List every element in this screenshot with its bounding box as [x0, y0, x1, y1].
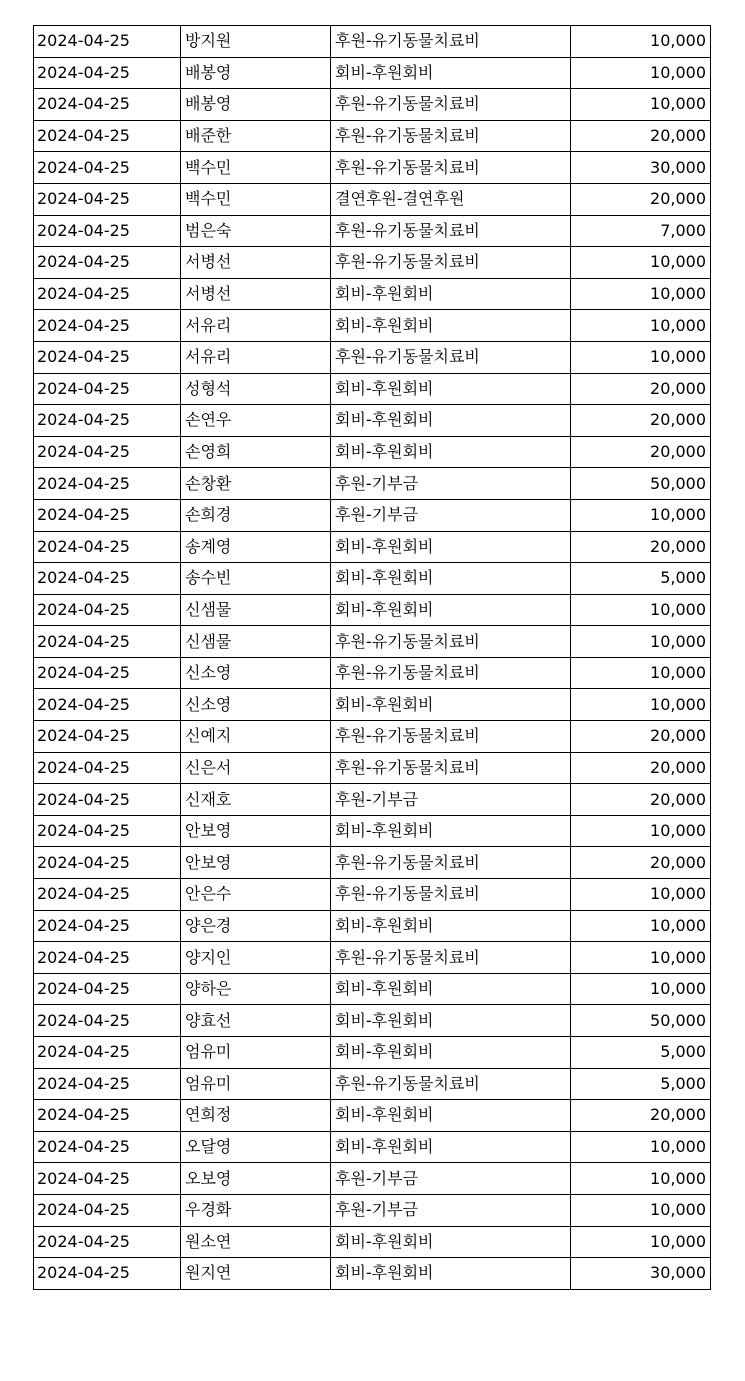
cell-amount: 10,000	[571, 278, 711, 310]
cell-category: 회비-후원회비	[331, 278, 571, 310]
cell-amount: 10,000	[571, 626, 711, 658]
cell-donor-name: 송계영	[181, 531, 331, 563]
cell-date: 2024-04-25	[34, 910, 181, 942]
cell-amount: 20,000	[571, 436, 711, 468]
cell-donor-name: 배봉영	[181, 57, 331, 89]
cell-category: 회비-후원회비	[331, 405, 571, 437]
cell-donor-name: 범은숙	[181, 215, 331, 247]
table-row	[34, 1037, 711, 1069]
table-row	[34, 468, 711, 500]
cell-donor-name: 안보영	[181, 847, 331, 879]
cell-amount: 5,000	[571, 1037, 711, 1069]
cell-donor-name: 엄유미	[181, 1068, 331, 1100]
cell-category: 회비-후원회비	[331, 531, 571, 563]
cell-amount: 50,000	[571, 1005, 711, 1037]
cell-donor-name: 신샘물	[181, 594, 331, 626]
cell-category: 후원-기부금	[331, 499, 571, 531]
cell-amount: 7,000	[571, 215, 711, 247]
cell-donor-name: 손영희	[181, 436, 331, 468]
cell-category: 후원-유기동물치료비	[331, 847, 571, 879]
cell-donor-name: 엄유미	[181, 1037, 331, 1069]
cell-amount: 20,000	[571, 752, 711, 784]
table-row	[34, 942, 711, 974]
table-row	[34, 721, 711, 753]
table-row	[34, 405, 711, 437]
cell-category: 회비-후원회비	[331, 594, 571, 626]
cell-date: 2024-04-25	[34, 405, 181, 437]
cell-date: 2024-04-25	[34, 120, 181, 152]
cell-amount: 10,000	[571, 910, 711, 942]
cell-donor-name: 연희정	[181, 1100, 331, 1132]
cell-donor-name: 손연우	[181, 405, 331, 437]
cell-category: 회비-후원회비	[331, 57, 571, 89]
cell-date: 2024-04-25	[34, 1194, 181, 1226]
cell-donor-name: 손창환	[181, 468, 331, 500]
table-row	[34, 657, 711, 689]
table-row	[34, 57, 711, 89]
table-row	[34, 26, 711, 58]
cell-amount: 20,000	[571, 847, 711, 879]
cell-donor-name: 서유리	[181, 341, 331, 373]
table-row	[34, 247, 711, 279]
cell-date: 2024-04-25	[34, 563, 181, 595]
cell-amount: 20,000	[571, 531, 711, 563]
cell-donor-name: 원지연	[181, 1258, 331, 1290]
cell-amount: 20,000	[571, 405, 711, 437]
cell-amount: 20,000	[571, 373, 711, 405]
cell-category: 회비-후원회비	[331, 1258, 571, 1290]
cell-donor-name: 손희경	[181, 499, 331, 531]
cell-amount: 20,000	[571, 120, 711, 152]
cell-date: 2024-04-25	[34, 373, 181, 405]
table-row	[34, 879, 711, 911]
cell-category: 후원-유기동물치료비	[331, 341, 571, 373]
cell-amount: 10,000	[571, 1131, 711, 1163]
cell-amount: 10,000	[571, 1194, 711, 1226]
cell-date: 2024-04-25	[34, 310, 181, 342]
table-row	[34, 278, 711, 310]
cell-category: 회비-후원회비	[331, 373, 571, 405]
table-row	[34, 689, 711, 721]
cell-category: 후원-유기동물치료비	[331, 152, 571, 184]
cell-amount: 10,000	[571, 499, 711, 531]
cell-donor-name: 송수빈	[181, 563, 331, 595]
cell-amount: 20,000	[571, 784, 711, 816]
cell-category: 후원-유기동물치료비	[331, 879, 571, 911]
cell-date: 2024-04-25	[34, 942, 181, 974]
cell-amount: 10,000	[571, 89, 711, 121]
cell-date: 2024-04-25	[34, 1037, 181, 1069]
cell-category: 후원-유기동물치료비	[331, 721, 571, 753]
cell-category: 회비-후원회비	[331, 689, 571, 721]
cell-category: 회비-후원회비	[331, 436, 571, 468]
cell-category: 후원-유기동물치료비	[331, 1068, 571, 1100]
cell-date: 2024-04-25	[34, 626, 181, 658]
cell-category: 후원-유기동물치료비	[331, 752, 571, 784]
cell-date: 2024-04-25	[34, 657, 181, 689]
cell-donor-name: 서유리	[181, 310, 331, 342]
table-row	[34, 215, 711, 247]
cell-donor-name: 백수민	[181, 183, 331, 215]
cell-amount: 20,000	[571, 721, 711, 753]
cell-amount: 10,000	[571, 341, 711, 373]
cell-category: 후원-유기동물치료비	[331, 942, 571, 974]
cell-donor-name: 방지원	[181, 26, 331, 58]
cell-amount: 10,000	[571, 1163, 711, 1195]
cell-category: 후원-유기동물치료비	[331, 247, 571, 279]
cell-date: 2024-04-25	[34, 879, 181, 911]
cell-category: 회비-후원회비	[331, 1226, 571, 1258]
cell-donor-name: 양지인	[181, 942, 331, 974]
cell-donor-name: 양은경	[181, 910, 331, 942]
cell-category: 후원-기부금	[331, 1194, 571, 1226]
cell-category: 후원-유기동물치료비	[331, 626, 571, 658]
cell-date: 2024-04-25	[34, 26, 181, 58]
cell-amount: 50,000	[571, 468, 711, 500]
cell-amount: 10,000	[571, 26, 711, 58]
cell-date: 2024-04-25	[34, 152, 181, 184]
cell-date: 2024-04-25	[34, 215, 181, 247]
table-row	[34, 120, 711, 152]
cell-date: 2024-04-25	[34, 721, 181, 753]
cell-date: 2024-04-25	[34, 341, 181, 373]
cell-amount: 30,000	[571, 152, 711, 184]
cell-donor-name: 배준한	[181, 120, 331, 152]
cell-category: 회비-후원회비	[331, 815, 571, 847]
table-row	[34, 973, 711, 1005]
cell-category: 회비-후원회비	[331, 1005, 571, 1037]
table-row	[34, 847, 711, 879]
cell-amount: 10,000	[571, 942, 711, 974]
cell-donor-name: 오보영	[181, 1163, 331, 1195]
cell-category: 회비-후원회비	[331, 973, 571, 1005]
cell-category: 결연후원-결연후원	[331, 183, 571, 215]
cell-date: 2024-04-25	[34, 784, 181, 816]
cell-amount: 10,000	[571, 247, 711, 279]
cell-donor-name: 양효선	[181, 1005, 331, 1037]
cell-donor-name: 신소영	[181, 657, 331, 689]
table-row	[34, 1258, 711, 1290]
cell-donor-name: 안은수	[181, 879, 331, 911]
cell-amount: 30,000	[571, 1258, 711, 1290]
cell-date: 2024-04-25	[34, 499, 181, 531]
donation-ledger-table	[33, 25, 711, 1290]
cell-donor-name: 오달영	[181, 1131, 331, 1163]
cell-donor-name: 신재호	[181, 784, 331, 816]
table-row	[34, 910, 711, 942]
cell-date: 2024-04-25	[34, 1100, 181, 1132]
cell-donor-name: 서병선	[181, 278, 331, 310]
cell-date: 2024-04-25	[34, 1226, 181, 1258]
cell-date: 2024-04-25	[34, 89, 181, 121]
cell-amount: 10,000	[571, 1226, 711, 1258]
cell-category: 후원-유기동물치료비	[331, 657, 571, 689]
cell-date: 2024-04-25	[34, 1131, 181, 1163]
cell-date: 2024-04-25	[34, 1163, 181, 1195]
table-row	[34, 89, 711, 121]
table-row	[34, 531, 711, 563]
cell-amount: 10,000	[571, 657, 711, 689]
cell-amount: 10,000	[571, 815, 711, 847]
ledger-body	[34, 26, 711, 1290]
cell-amount: 5,000	[571, 563, 711, 595]
cell-category: 회비-후원회비	[331, 1100, 571, 1132]
cell-category: 후원-기부금	[331, 468, 571, 500]
cell-category: 회비-후원회비	[331, 563, 571, 595]
cell-amount: 10,000	[571, 57, 711, 89]
table-row	[34, 1194, 711, 1226]
cell-donor-name: 서병선	[181, 247, 331, 279]
cell-amount: 10,000	[571, 689, 711, 721]
cell-donor-name: 신샘물	[181, 626, 331, 658]
cell-donor-name: 백수민	[181, 152, 331, 184]
cell-category: 후원-유기동물치료비	[331, 120, 571, 152]
table-row	[34, 752, 711, 784]
cell-date: 2024-04-25	[34, 57, 181, 89]
cell-amount: 10,000	[571, 594, 711, 626]
cell-donor-name: 양하은	[181, 973, 331, 1005]
cell-date: 2024-04-25	[34, 278, 181, 310]
cell-category: 후원-기부금	[331, 784, 571, 816]
table-row	[34, 152, 711, 184]
cell-date: 2024-04-25	[34, 247, 181, 279]
cell-date: 2024-04-25	[34, 815, 181, 847]
cell-category: 후원-기부금	[331, 1163, 571, 1195]
cell-amount: 10,000	[571, 973, 711, 1005]
cell-category: 후원-유기동물치료비	[331, 215, 571, 247]
cell-date: 2024-04-25	[34, 1005, 181, 1037]
cell-donor-name: 신은서	[181, 752, 331, 784]
cell-category: 회비-후원회비	[331, 1037, 571, 1069]
table-row	[34, 373, 711, 405]
cell-donor-name: 신소영	[181, 689, 331, 721]
cell-donor-name: 배봉영	[181, 89, 331, 121]
cell-donor-name: 신예지	[181, 721, 331, 753]
cell-amount: 20,000	[571, 1100, 711, 1132]
cell-date: 2024-04-25	[34, 1258, 181, 1290]
cell-category: 후원-유기동물치료비	[331, 89, 571, 121]
table-row	[34, 436, 711, 468]
table-row	[34, 784, 711, 816]
table-row	[34, 1100, 711, 1132]
cell-date: 2024-04-25	[34, 1068, 181, 1100]
table-row	[34, 594, 711, 626]
cell-category: 후원-유기동물치료비	[331, 26, 571, 58]
cell-donor-name: 성형석	[181, 373, 331, 405]
cell-date: 2024-04-25	[34, 973, 181, 1005]
table-row	[34, 1068, 711, 1100]
table-row	[34, 815, 711, 847]
cell-date: 2024-04-25	[34, 436, 181, 468]
cell-date: 2024-04-25	[34, 594, 181, 626]
table-row	[34, 183, 711, 215]
cell-donor-name: 원소연	[181, 1226, 331, 1258]
cell-category: 회비-후원회비	[331, 310, 571, 342]
table-row	[34, 341, 711, 373]
table-row	[34, 1163, 711, 1195]
cell-donor-name: 안보영	[181, 815, 331, 847]
table-row	[34, 1005, 711, 1037]
cell-category: 회비-후원회비	[331, 1131, 571, 1163]
cell-date: 2024-04-25	[34, 468, 181, 500]
table-row	[34, 1226, 711, 1258]
cell-amount: 20,000	[571, 183, 711, 215]
cell-date: 2024-04-25	[34, 752, 181, 784]
table-row	[34, 563, 711, 595]
table-row	[34, 499, 711, 531]
table-row	[34, 626, 711, 658]
table-row	[34, 1131, 711, 1163]
cell-category: 회비-후원회비	[331, 910, 571, 942]
cell-date: 2024-04-25	[34, 847, 181, 879]
table-row	[34, 310, 711, 342]
cell-amount: 5,000	[571, 1068, 711, 1100]
cell-donor-name: 우경화	[181, 1194, 331, 1226]
cell-date: 2024-04-25	[34, 689, 181, 721]
cell-amount: 10,000	[571, 310, 711, 342]
cell-date: 2024-04-25	[34, 531, 181, 563]
cell-date: 2024-04-25	[34, 183, 181, 215]
cell-amount: 10,000	[571, 879, 711, 911]
